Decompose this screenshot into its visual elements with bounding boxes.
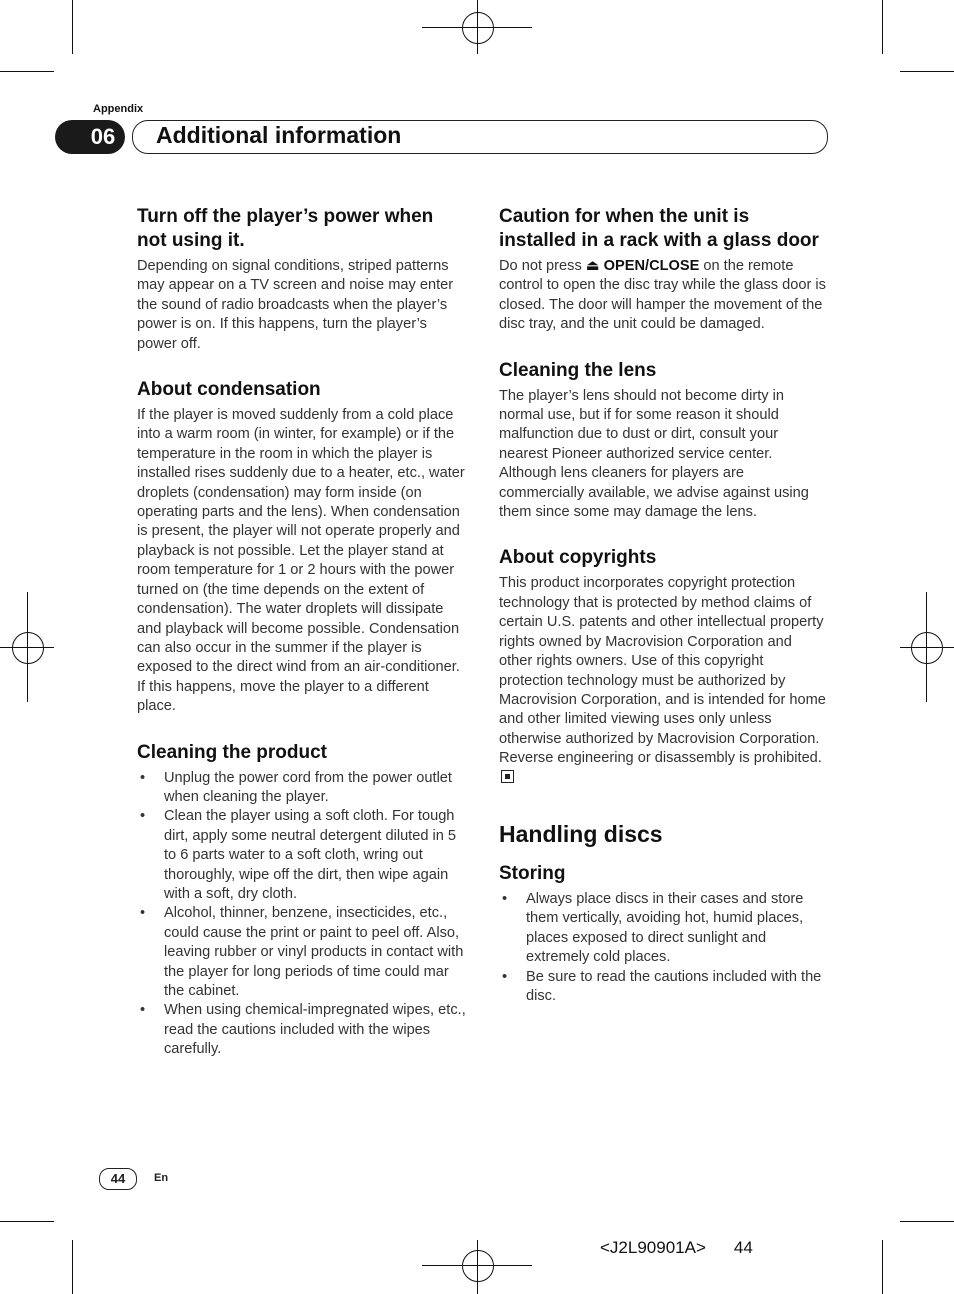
doc-code: <J2L90901A> — [600, 1238, 706, 1257]
section-heading: About copyrights — [499, 547, 657, 569]
section-heading: Cleaning the product — [137, 741, 327, 763]
appendix-label: Appendix — [93, 103, 144, 115]
bullet-list — [499, 890, 829, 1006]
right-column — [499, 205, 829, 1006]
section-body — [499, 574, 829, 787]
section-handling-discs — [499, 820, 829, 1006]
section-power — [137, 205, 467, 354]
list-item: • Alcohol, thinner, benzene, insecticides, etc., could cause the print or paint to peel off. Also, leaving rubber or vinyl products in contact with the player for long periods of time could mar the cabinet. — [137, 904, 467, 1001]
list-item: • Clean the player using a soft cloth. For tough dirt, apply some neutral detergent diluted in 5 to 6 parts water to a soft cloth, wring out thoroughly, wipe off the dirt, then wipe again with a soft, dry cloth. — [137, 807, 467, 904]
list-item: • When using chemical-impregnated wipes, etc., read the cautions included with the wipes carefully. — [137, 1001, 467, 1059]
section-heading: About condensation — [137, 379, 321, 401]
section-body: Depending on signal conditions, striped patterns may appear on a TV screen and noise may enter the sound of radio broadcasts when the player’s power is on. If this happens, turn the player’s power off. — [137, 258, 454, 352]
body-suffix: on the remote control to open the disc tray while the glass door is closed. The door will hamper the movement of the disc tray, and the unit could be damaged. — [499, 258, 826, 333]
list-item: • Always place discs in their cases and store them vertically, avoiding hot, humid places, places exposed to direct sunlight and extremely cold places. — [499, 890, 829, 968]
bullet-list — [137, 769, 467, 1060]
section-major-heading: Handling discs — [499, 820, 663, 847]
section-lens — [499, 359, 829, 523]
left-column — [137, 205, 467, 1084]
section-body: If the player is moved suddenly from a cold place into a warm room (in winter, for example) or if the temperature in the room in which the player is installed rises suddenly due to a heater, etc., water droplets (condensation) may form inside (on operating parts and the lens). When condensation is present, the player will not operate properly and playback is not possible. Let the player stand at room temperature for 1 or 2 hours with the power turned on (the time depends on the extent of condensation). The water droplets will dissipate and playback will become possible. Condensation can also occur in the summer if the player is exposed to the direct wind from an air-conditioner. If this happens, move the player to a different place. — [137, 407, 465, 715]
section-cleaning-product — [137, 741, 467, 1060]
eject-icon: ⏏ — [585, 258, 600, 274]
doc-page: 44 — [733, 1238, 753, 1257]
section-heading: Cleaning the lens — [499, 359, 657, 381]
section-rack — [499, 205, 829, 335]
language-label: En — [154, 1172, 169, 1184]
section-copyrights — [499, 546, 829, 787]
chapter-number: 06 — [81, 120, 125, 154]
section-heading: Caution for when the unit is installed in a rack with a glass door — [499, 206, 819, 251]
section-heading: Turn off the player’s power when not using it. — [137, 206, 434, 251]
chapter-title: Additional information — [156, 122, 402, 148]
document-reference — [600, 1238, 753, 1258]
page-number: 44 — [99, 1168, 137, 1190]
end-mark-icon — [501, 770, 514, 783]
section-heading: Storing — [499, 862, 566, 884]
body-prefix: Do not press — [499, 258, 586, 274]
section-body: The player’s lens should not become dirty in normal use, but if for some reason it should malfunction due to dust or dirt, consult your nearest Pioneer authorized service center. Although lens cleaners for players are commercially available, we advise against using them since some may damage the lens. — [499, 387, 809, 521]
open-close-label: OPEN/CLOSE — [603, 258, 700, 274]
section-condensation — [137, 378, 467, 717]
copyright-text: This product incorporates copyright protection technology that is protected by method claims of certain U.S. patents and other intellectual property rights owned by Macrovision Corporation and other rights owners. Use of this copyright protection technology must be authorized by Macrovision Corporation, and is intended for home and other limited viewing uses only unless otherwise authorized by Macrovision Corporation. Reverse engineering or disassembly is prohibited. — [499, 575, 826, 767]
list-item: • Be sure to read the cautions included with the disc. — [499, 968, 829, 1007]
section-body — [499, 257, 829, 335]
list-item: • Unplug the power cord from the power outlet when cleaning the player. — [137, 769, 467, 808]
